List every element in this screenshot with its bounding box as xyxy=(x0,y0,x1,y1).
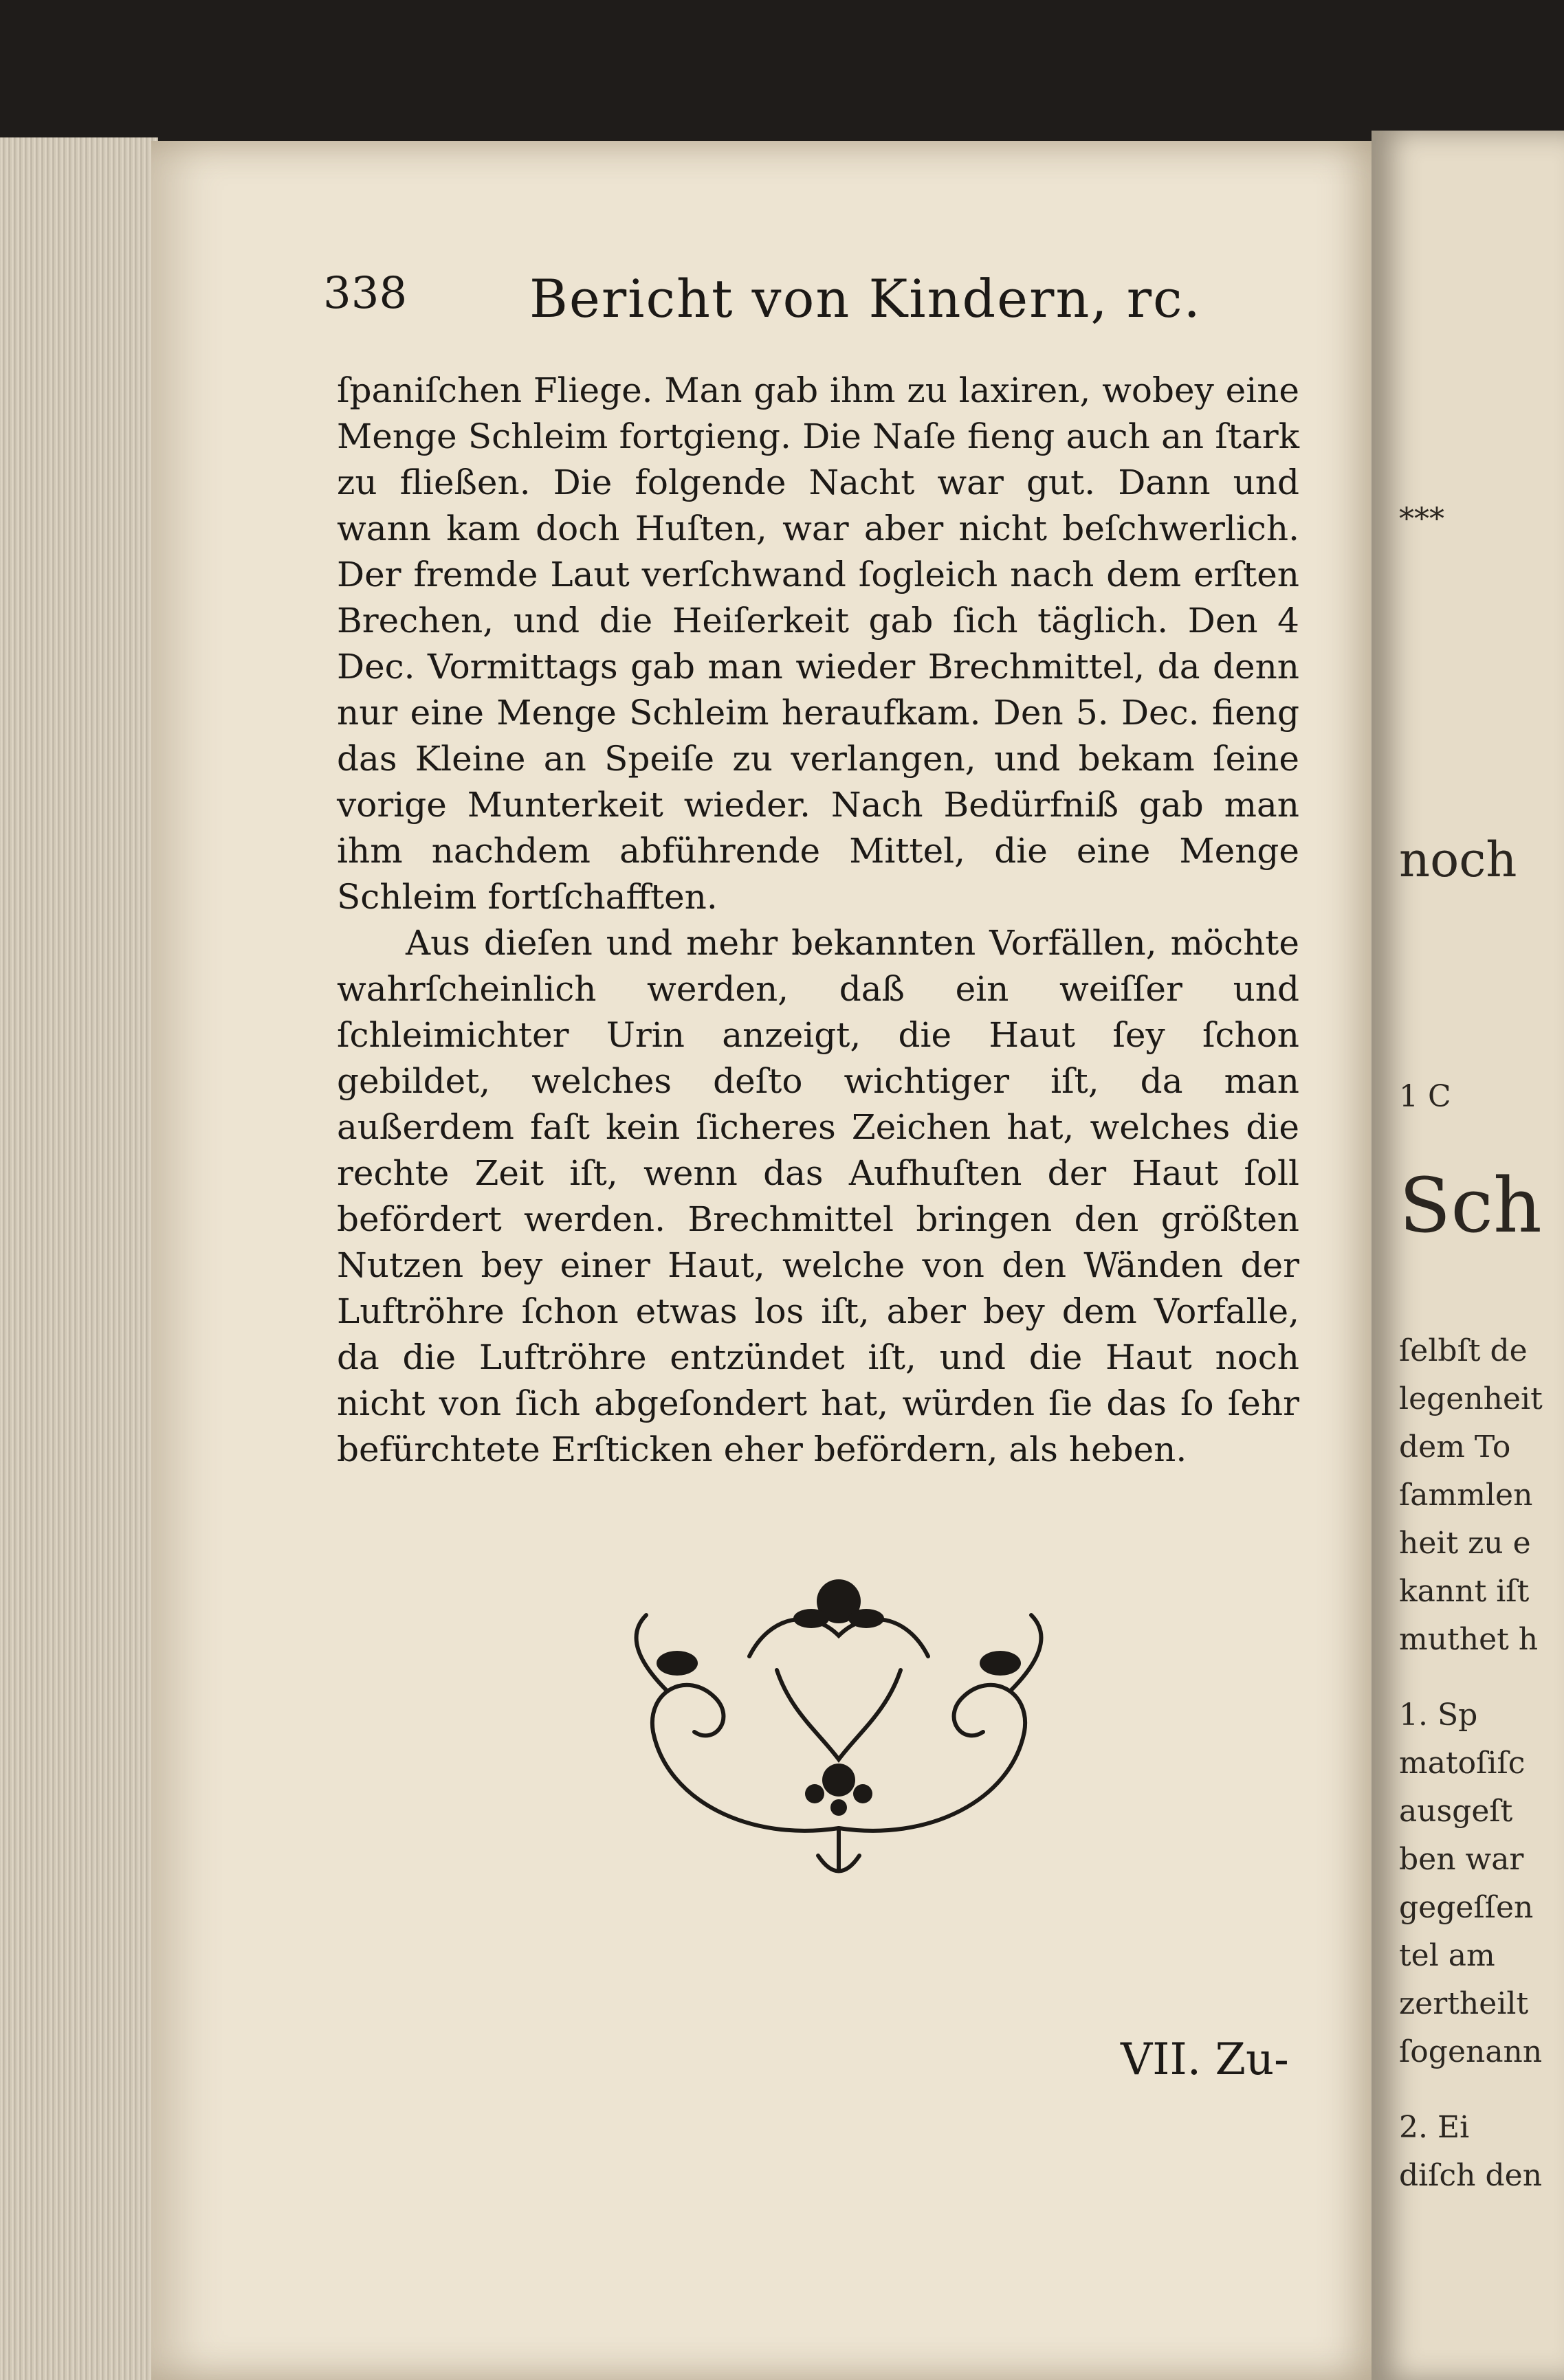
running-title: Bericht von Kindern, rc. xyxy=(529,268,1202,329)
adjacent-page xyxy=(1372,131,1564,2380)
fragment: ſelbſt de xyxy=(1399,1333,1528,1368)
fragment: kannt iſt xyxy=(1399,1574,1530,1609)
paragraph-2: Aus dieſen und mehr bekannten Vorfällen, möchte wahrſcheinlich werden, daß ein weiſſer und ſchleimichter Urin anzeigt, die Haut ſey ſchon gebildet, welches deſto wichtiger iſt, da man außerdem faſt kein ſicheres Zeichen hat, welches die rechte Zeit iſt, wenn das Aufhuſten der Haut ſoll befördert werden. Brechmittel bringen den größten Nutzen bey einer Haut, welche von den Wänden der Luftröhre ſchon etwas los iſt, aber bey dem Vorfalle, da die Luftröhre entzündet iſt, und die Haut noch nicht von ſich abgeſondert hat, würden ſie das ſo ſehr befürchtete Erſticken eher befördern, als heben. xyxy=(337,923,1299,1469)
fragment: 1 C xyxy=(1399,1079,1451,1114)
fragment: dem To xyxy=(1399,1430,1511,1465)
fragment: ſammlen xyxy=(1399,1478,1533,1513)
fragment: 2. Ei xyxy=(1399,2110,1470,2145)
vignette-ornament xyxy=(612,1553,1066,1883)
body-text xyxy=(337,368,1299,1473)
fragment: noch xyxy=(1399,832,1517,888)
page-number: 338 xyxy=(323,268,408,319)
fragment: tel am xyxy=(1399,1938,1495,1973)
fragment: ſogenann xyxy=(1399,2034,1543,2069)
fragment: zertheilt xyxy=(1399,1986,1529,2021)
fragment: muthet h xyxy=(1399,1622,1539,1657)
fragment: diſch den xyxy=(1399,2158,1543,2193)
paragraph-1: ſpaniſchen Fliege. Man gab ihm zu laxiren, wobey eine Menge Schleim fortgieng. Die Naſe fieng auch an ſtark zu fließen. Die folgende Nacht war gut. Dann und wann kam doch Huſten, war aber nicht beſchwerlich. Der fremde Laut verſchwand ſogleich nach dem erſten Brechen, und die Heiſerkeit gab ſich täglich. Den 4 Dec. Vormittags gab man wieder Brechmittel, da denn nur eine Menge Schleim heraufkam. Den 5. Dec. fieng das Kleine an Speiſe zu verlangen, und bekam ſeine vorige Munterkeit wieder. Nach Bedürfniß gab man ihm nachdem abführende Mittel, die eine Menge Schleim fortſchafften. xyxy=(337,370,1299,917)
fragment: 1. Sp xyxy=(1399,1698,1478,1733)
fragment: Sch xyxy=(1399,1161,1542,1249)
catchword: VII. Zu- xyxy=(1121,2034,1289,2085)
fragment: matoſiſc xyxy=(1399,1746,1526,1781)
fragment: ausgeſt xyxy=(1399,1794,1513,1829)
fragment: *** xyxy=(1399,502,1444,537)
fragment: gegeſſen xyxy=(1399,1890,1534,1925)
fragment: ben war xyxy=(1399,1842,1524,1877)
page-stack-edge xyxy=(0,137,158,2380)
fragment: legenheit xyxy=(1399,1381,1543,1416)
fragment: heit zu e xyxy=(1399,1526,1531,1561)
